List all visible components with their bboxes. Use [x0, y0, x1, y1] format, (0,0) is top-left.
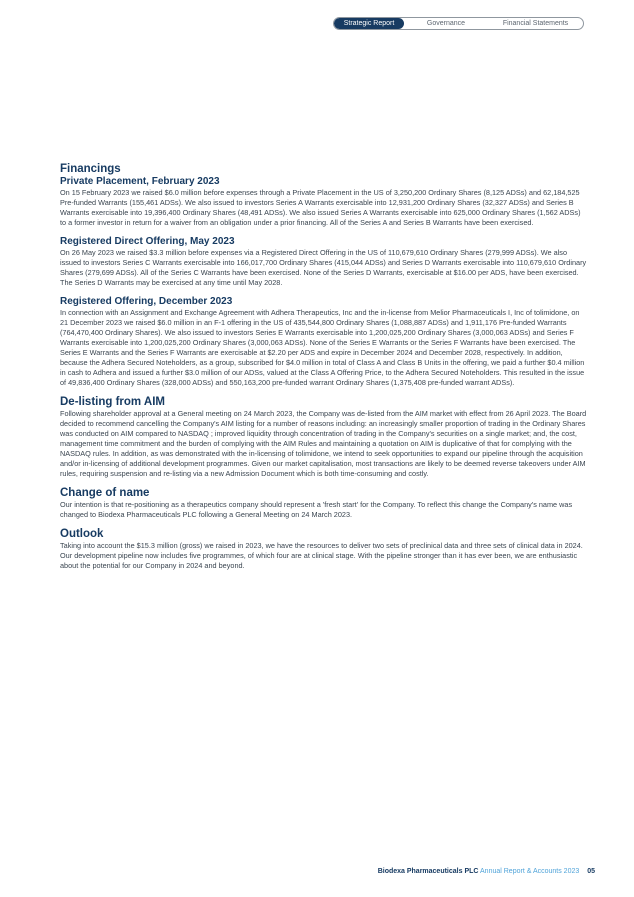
delisting-body: Following shareholder approval at a General meeting on 24 March 2023, the Company was de-listed from the AIM market with effect from 26 April 2023. The Board decided to recommend cancelling the Company's AIM listing for a number of reasons including: an increasingly smaller proportion of trading in the Ordinary Shares was conducted on AIM compared to NASDAQ ; improved liquidity through concentration of trading in the Company's securities on a single market; and, the cost, management time commitment and the burden of complying with the AIM Rules and maintaining a quotation on AIM is duplicative of that for complying with the NASDAQ rules. In addition, as was demonstrated with the in-licensing of tolimidone, we intend to seek opportunities to expand our pipeline through the acquisition and/or in-licensing of additional development programmes. Given our market capitalisation, most transactions are likely to be deemed reverse takeovers under AIM rules, requiring suspension and re-listing via a new Admission Document which is both time-consuming and costly. — [60, 409, 587, 478]
private-placement-body: On 15 February 2023 we raised $6.0 million before expenses through a Private Placement in the US of 3,250,200 Ordinary Shares (8,125 ADSs) and 62,184,525 Pre-funded Warrants (155,461 ADSs). We also issued to investors Series A Warrants exercisable into 12,931,200 Ordinary Shares (32,327 ADSs) and Series B Warrants exercisable into 19,396,400 Ordinary Shares (48,491 ADSs). We also issued Series A Warrants exercisable into 625,000 Ordinary Shares (1,562 ADSs) to a former investor in return for a waiver from an obligation under a prior financing. All of the Series A and Series B Warrants have been exercised. — [60, 188, 581, 227]
footer-company: Biodexa Pharmaceuticals PLC — [377, 868, 479, 875]
private-placement-heading: Private Placement, February 2023 — [60, 176, 220, 187]
section-nav — [333, 17, 584, 30]
direct-offering-heading: Registered Direct Offering, May 2023 — [60, 236, 235, 247]
change-of-name-body: Our intention is that re-positioning as a therapeutics company should represent a 'fresh start' for the Company. To reflect this change the Company's name was changed to Biodexa Pharmaceuticals PLC following a General Meeting on 24 March 2023. — [60, 500, 573, 519]
page-footer — [378, 867, 595, 876]
page-number: 05 — [587, 868, 595, 875]
change-of-name-heading: Change of name — [60, 487, 150, 499]
outlook-body: Taking into account the $15.3 million (gross) we raised in 2023, we have the resources to deliver two sets of preclinical data and three sets of clinical data in 2024. Our development pipeline now includes five programmes, of which four are at clinical stage. With the pipeline stronger than it has ever been, we are enthusiastic about the potential for our Company in 2024 and beyond. — [60, 541, 583, 570]
direct-offering-body: On 26 May 2023 we raised $3.3 million before expenses via a Registered Direct Offering in the US of 110,679,610 Ordinary Shares (279,999 ADSs). We also issued to investors Series C Warrants exercisable into 166,017,700 Ordinary Shares (415,044 ADSs) and Series D Warrants exercisable into 110,679,610 Ordinary Shares (279,699 ADSs). All of the Series C Warrants have been exercised. None of the Series D Warrants, exercisable at $16.00 per ADS, have been exercised. The Series D Warrants may be exercised at any time until May 2028. — [60, 248, 587, 287]
financings-heading: Financings — [60, 163, 121, 175]
main-content — [60, 163, 588, 571]
tab-financial-statements[interactable]: Financial Statements — [502, 20, 569, 27]
registered-offering-heading: Registered Offering, December 2023 — [60, 296, 233, 307]
tab-governance[interactable]: Governance — [426, 20, 466, 27]
delisting-heading: De-listing from AIM — [60, 396, 165, 408]
outlook-heading: Outlook — [60, 528, 104, 540]
footer-report-title: Annual Report & Accounts 2023 — [480, 868, 580, 875]
tab-strategic-report[interactable]: Strategic Report — [334, 18, 404, 29]
registered-offering-body: In connection with an Assignment and Exchange Agreement with Adhera Therapeutics, Inc and the in-license from Melior Pharmaceuticals I, Inc of tolimidone, on 21 December 2023 we raised $6.0 million in an F-1 offering in the US of 435,544,800 Ordinary Shares (1,088,887 ADSs) and 1,911,176 Pre-funded Warrants (764,470,400 Ordinary Shares). We also issued to investors Series E Warrants exercisable into 1,200,025,200 Ordinary Shares (3,000,063 ADSs) and Series F Warrants exercisable into 1,200,025,200 Ordinary Shares (3,000,063 ADSs). None of the Series E Warrants or the Series F Warrants have been exercised. The Series E Warrants and the Series F Warrants are exercisable at $2.20 per ADS and expire in December 2024 and December 2028, respectively. In addition, because the Adhera Secured Noteholders, as a group, subscribed for $4.0 million in total of Class A and Class B Units in the offering, we paid a further $0.4 million in cash to Adhera and issued a further $3.0 million of our ADSs, valued at the Class A Offering Price, to the Adhera Secured Noteholders. This resulted in the issue of 49,836,400 Ordinary Shares (328,000 ADSs) and 550,163,200 pre-funded warrant Ordinary Shares (1,375,408 pre-funded warrant ADSs). — [60, 308, 585, 387]
